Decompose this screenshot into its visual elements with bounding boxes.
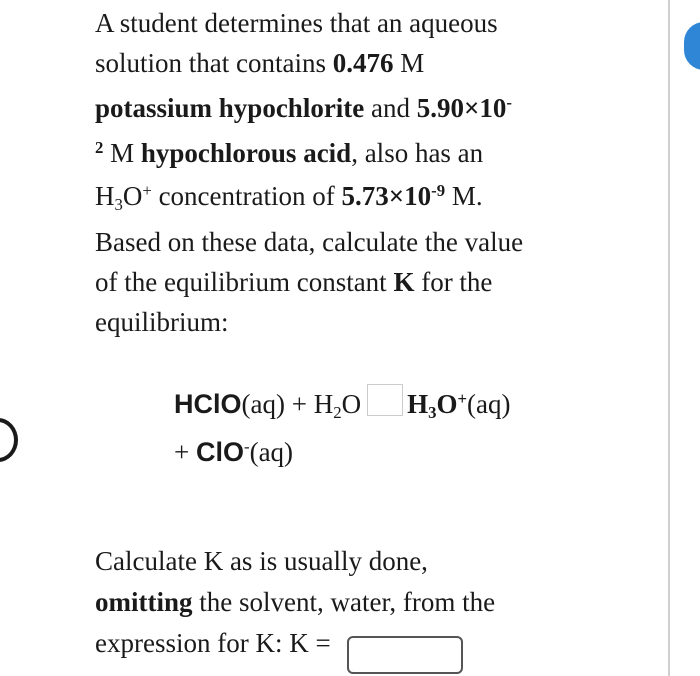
equation-line-2: + ClO-(aq) — [174, 436, 294, 467]
salt-name: potassium hypochlorite — [95, 93, 365, 123]
equation-product-hydronium: H — [407, 389, 429, 419]
equation-text: (aq) + H — [241, 389, 334, 419]
instruction-line-1 — [95, 541, 428, 581]
problem-line-3 — [95, 88, 512, 128]
problem-line-4 — [95, 133, 483, 173]
equation-reactant-hclo: HClO — [174, 389, 242, 419]
instruction-text: expression for K: K = — [95, 628, 338, 658]
side-tab-button[interactable] — [684, 22, 700, 70]
unit-text: M. — [445, 181, 483, 211]
instruction-text: Calculate K as is usually done, — [95, 546, 428, 576]
problem-text: A student determines that an aqueous — [95, 8, 498, 38]
exponent-sign: - — [506, 92, 512, 112]
equation-line-1: HClO(aq) + $H_2O$ $H_3O^+(aq)$ — [174, 384, 511, 424]
problem-text: equilibrium: — [95, 307, 229, 337]
problem-line-5: $H_3O^+$ concentration of $5.73\times 10^{-9}$ M. — [95, 180, 483, 215]
acid-concentration: 5.90×10 — [416, 93, 507, 123]
panel-border — [668, 0, 670, 676]
acid-concentration-exponent: 2 — [95, 137, 104, 157]
instruction-line-3 — [95, 623, 463, 674]
k-symbol: K — [393, 267, 415, 297]
equation-text: (aq) — [467, 389, 511, 419]
problem-line-7 — [95, 262, 492, 302]
equilibrium-arrow-icon — [367, 384, 403, 416]
instruction-line-2 — [95, 582, 495, 622]
salt-concentration: 0.476 — [332, 48, 394, 78]
problem-text: for the — [414, 267, 493, 297]
unit-text: M — [393, 48, 425, 78]
equation-text: (aq) — [249, 437, 294, 467]
hydronium-exponent: -9 — [431, 180, 446, 200]
k-answer-input[interactable] — [347, 636, 463, 674]
problem-line-2 — [95, 43, 424, 83]
unit-text: M — [103, 138, 141, 168]
acid-name: hypochlorous acid — [140, 138, 352, 168]
problem-text: Based on these data, calculate the value — [95, 227, 524, 257]
problem-text: , also has an — [351, 138, 484, 168]
problem-text: of the equilibrium constant — [95, 267, 394, 297]
instruction-bold: omitting — [95, 587, 193, 617]
instruction-text: the solvent, water, from the — [192, 587, 496, 617]
problem-text: and — [364, 93, 417, 123]
equation-text: + — [174, 437, 196, 467]
problem-line-1 — [95, 3, 498, 43]
problem-line-6 — [95, 222, 523, 262]
problem-text: concentration of — [151, 181, 342, 211]
hydronium-symbol: H — [95, 181, 115, 211]
problem-text: solution that contains — [95, 48, 333, 78]
hydronium-concentration: 5.73×10 — [341, 181, 432, 211]
left-handle-button[interactable] — [0, 418, 18, 462]
problem-line-8 — [95, 302, 228, 342]
equation-product-hypochlorite: ClO — [195, 437, 244, 467]
